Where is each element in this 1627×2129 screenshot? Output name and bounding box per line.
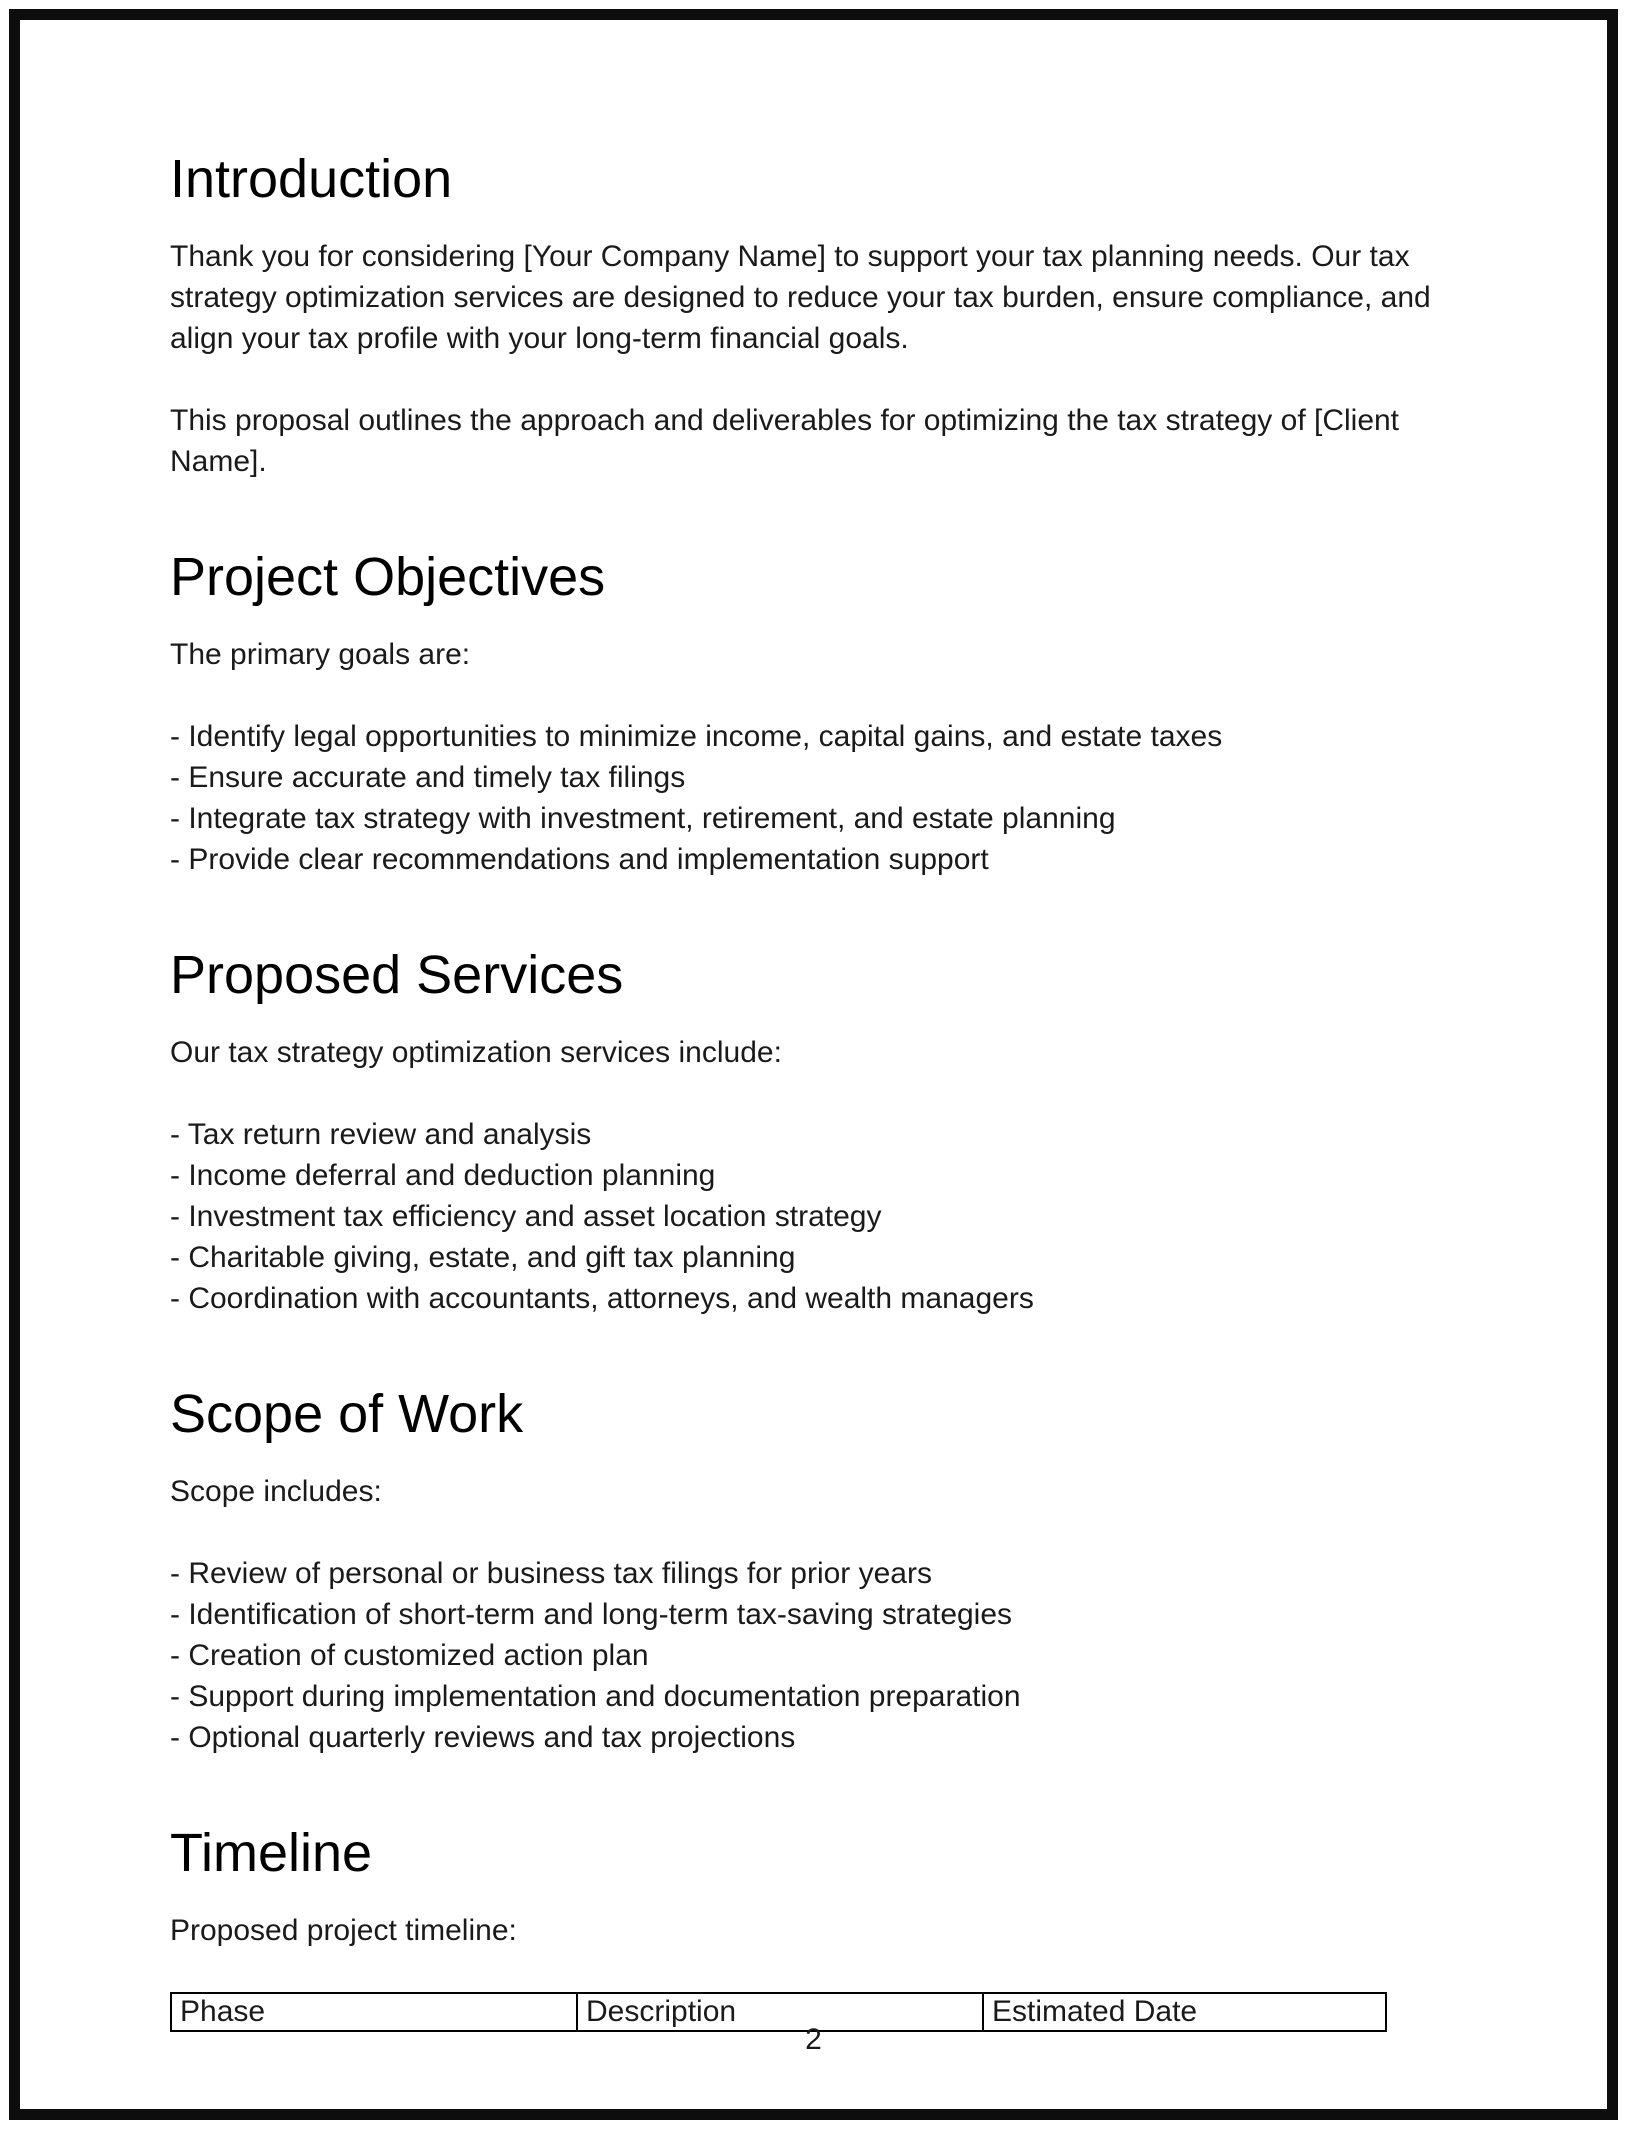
heading-proposed-services: Proposed Services bbox=[170, 945, 624, 1006]
section-project-objectives bbox=[170, 546, 1482, 880]
list-item: - Identification of short-term and long-term tax-saving strategies bbox=[170, 1598, 1013, 1632]
heading-introduction: Introduction bbox=[170, 149, 453, 209]
document-page bbox=[9, 9, 1618, 2120]
list-item: - Charitable giving, estate, and gift tax planning bbox=[170, 1241, 796, 1275]
list-item: - Coordination with accountants, attorneys, and wealth managers bbox=[170, 1282, 1034, 1316]
list-item: - Tax return review and analysis bbox=[170, 1118, 592, 1152]
page-number: 2 bbox=[805, 2023, 822, 2056]
scope-lead: Scope includes: bbox=[170, 1475, 382, 1509]
services-list bbox=[170, 1114, 1482, 1319]
table-header-description: Description bbox=[577, 1993, 983, 2031]
section-timeline bbox=[170, 1822, 1482, 2032]
list-item: - Creation of customized action plan bbox=[170, 1639, 649, 1673]
list-item: - Investment tax efficiency and asset location strategy bbox=[170, 1200, 882, 1234]
section-introduction bbox=[170, 148, 1482, 482]
list-item: - Review of personal or business tax filings for prior years bbox=[170, 1557, 932, 1591]
list-item: - Income deferral and deduction planning bbox=[170, 1159, 716, 1193]
heading-project-objectives: Project Objectives bbox=[170, 547, 606, 608]
list-item: - Integrate tax strategy with investment, retirement, and estate planning bbox=[170, 802, 1116, 836]
timeline-lead: Proposed project timeline: bbox=[170, 1914, 517, 1948]
list-item: - Ensure accurate and timely tax filings bbox=[170, 761, 686, 795]
list-item: - Support during implementation and documentation preparation bbox=[170, 1680, 1021, 1714]
introduction-paragraph-1: Thank you for considering [Your Company Name] to support your tax planning needs. Our tax strategy optimization services are designed to reduce your tax burden, ensure compliance, and align your tax profile with your long-term financial goals. bbox=[170, 240, 1431, 356]
section-scope-of-work bbox=[170, 1383, 1482, 1758]
table-header-phase: Phase bbox=[171, 1993, 577, 2031]
table-header-estimated-date: Estimated Date bbox=[983, 1993, 1386, 2031]
list-item: - Identify legal opportunities to minimize income, capital gains, and estate taxes bbox=[170, 720, 1223, 754]
heading-timeline: Timeline bbox=[170, 1823, 373, 1884]
services-lead: Our tax strategy optimization services include: bbox=[170, 1036, 782, 1070]
section-proposed-services bbox=[170, 944, 1482, 1319]
objectives-list bbox=[170, 716, 1482, 880]
scope-list bbox=[170, 1553, 1482, 1758]
introduction-paragraph-2: This proposal outlines the approach and deliverables for optimizing the tax strategy of [Client Name]. bbox=[170, 404, 1400, 479]
list-item: - Optional quarterly reviews and tax projections bbox=[170, 1721, 796, 1755]
list-item: - Provide clear recommendations and implementation support bbox=[170, 843, 989, 877]
objectives-lead: The primary goals are: bbox=[170, 638, 471, 672]
document-content bbox=[170, 148, 1482, 2032]
heading-scope-of-work: Scope of Work bbox=[170, 1384, 524, 1445]
